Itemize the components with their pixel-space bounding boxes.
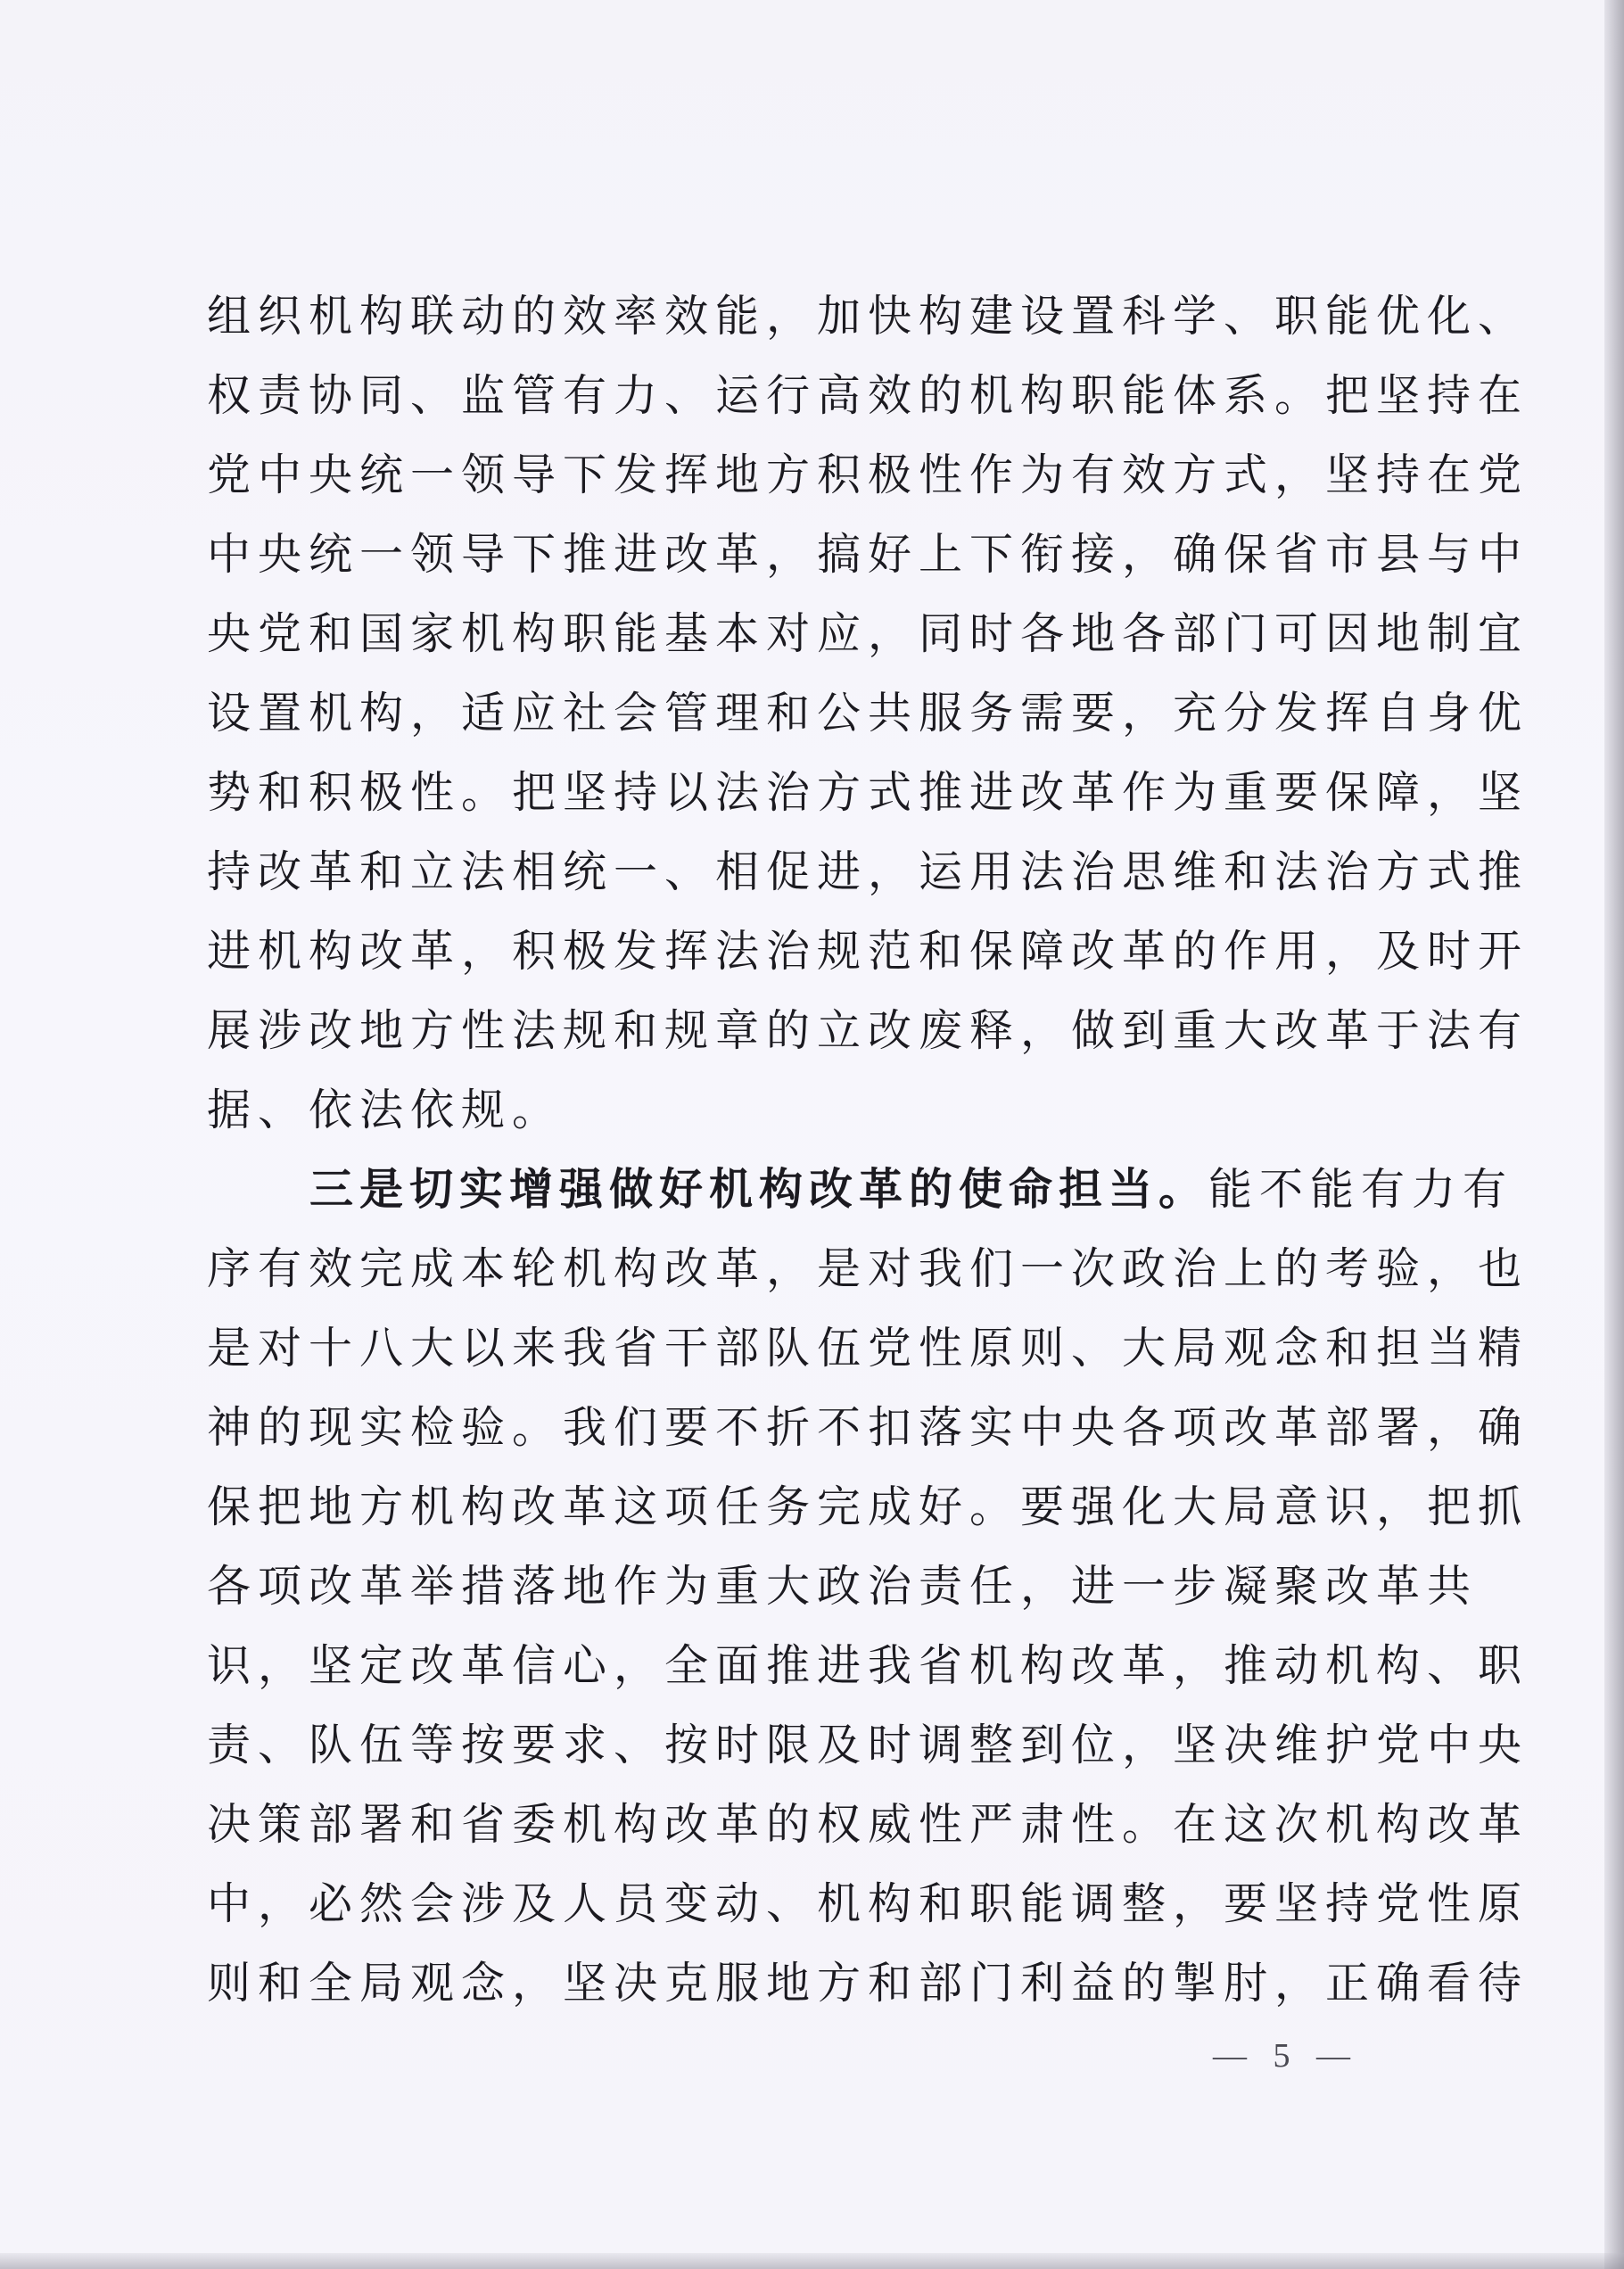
text-line: 是对十八大以来我省干部队伍党性原则、大局观念和担当精 <box>207 1323 1529 1374</box>
text-line: 组织机构联动的效率效能，加快构建设置科学、职能优化、 <box>207 291 1529 342</box>
paragraph-first-line <box>207 1150 1514 1229</box>
scan-edge-right <box>1604 0 1624 2269</box>
text-line: 决策部署和省委机构改革的权威性严肃性。在这次机构改革 <box>207 1799 1529 1850</box>
paragraph-first-line-rest: 能不能有力有 <box>1208 1164 1514 1215</box>
text-line: 党中央统一领导下发挥地方积极性作为有效方式，坚持在党 <box>207 450 1529 500</box>
text-line: 中，必然会涉及人员变动、机构和职能调整，要坚持党性原 <box>207 1878 1529 1929</box>
text-line: 各项改革举措落地作为重大政治责任，进一步凝聚改革共 <box>207 1561 1479 1612</box>
text-line: 责、队伍等按要求、按时限及时调整到位，坚决维护党中央 <box>207 1720 1529 1770</box>
text-line: 神的现实检验。我们要不折不扣落实中央各项改革部署，确 <box>207 1402 1529 1453</box>
text-line: 中央统一领导下推进改革，搞好上下衔接，确保省市县与中 <box>207 529 1529 580</box>
text-line: 势和积极性。把坚持以法治方式推进改革作为重要保障，坚 <box>207 767 1529 818</box>
text-line: 展涉改地方性法规和规章的立改废释，做到重大改革于法有 <box>207 1005 1529 1056</box>
body-text <box>207 276 1529 2023</box>
text-line: 保把地方机构改革这项任务完成好。要强化大局意识，把抓 <box>207 1481 1529 1532</box>
text-line: 序有效完成本轮机构改革，是对我们一次政治上的考验，也 <box>207 1243 1529 1294</box>
text-line: 进机构改革，积极发挥法治规范和保障改革的作用，及时开 <box>207 926 1529 977</box>
text-line: 持改革和立法相统一、相促进，运用法治思维和法治方式推 <box>207 846 1529 897</box>
page-number: — 5 — <box>1213 2037 1359 2075</box>
text-line: 权责协同、监管有力、运行高效的机构职能体系。把坚持在 <box>207 370 1529 421</box>
text-line: 设置机构，适应社会管理和公共服务需要，充分发挥自身优 <box>207 688 1529 738</box>
text-line: 据、依法依规。 <box>207 1085 564 1135</box>
text-line: 央党和国家机构职能基本对应，同时各地各部门可因地制宜 <box>207 608 1529 659</box>
text-line: 则和全局观念，坚决克服地方和部门利益的掣肘，正确看待 <box>207 1958 1529 2009</box>
scan-edge-bottom <box>0 2253 1624 2269</box>
text-line: 识，坚定改革信心，全面推进我省机构改革，推动机构、职 <box>207 1640 1529 1691</box>
paragraph-lead: 三是切实增强做好机构改革的使命担当。 <box>309 1163 1209 1215</box>
